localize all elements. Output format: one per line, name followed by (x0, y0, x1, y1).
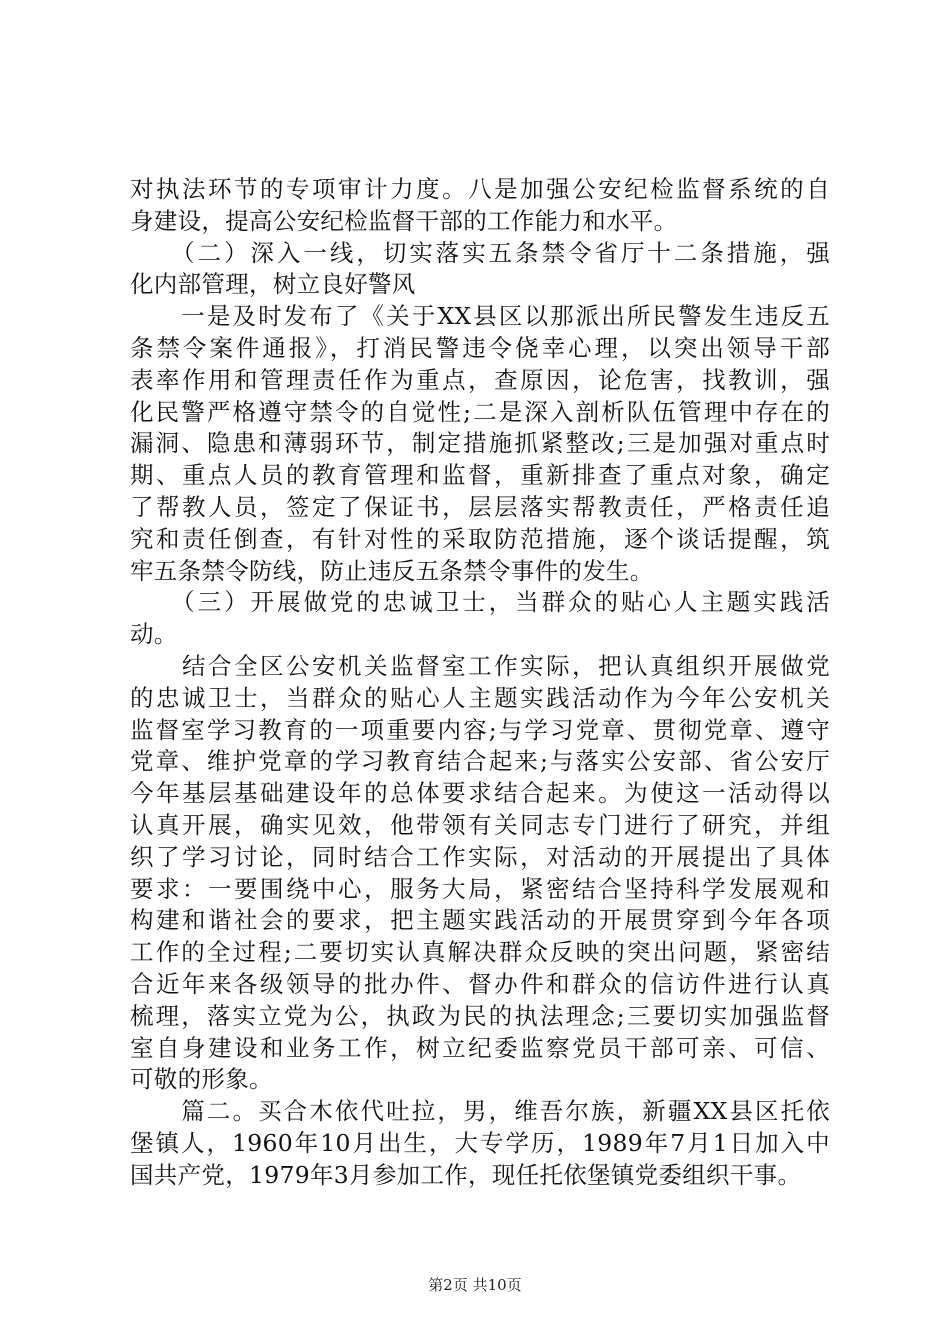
text-line: 表率作用和管理责任作为重点，查原因，论危害，找教训，强 (130, 365, 830, 394)
text-line: 条禁令案件通报》，打消民警违令侥幸心理，以突出领导干部 (130, 333, 830, 362)
text-line: 身建设，提高公安纪检监督干部的工作能力和水平。 (130, 206, 678, 235)
text-line: 织了学习讨论，同时结合工作实际，对活动的开展提出了具体 (130, 842, 830, 871)
text-line: 结合全区公安机关监督室工作实际，把认真组织开展做党 (130, 651, 830, 680)
text-line: 监督室学习教育的一项重要内容;与学习党章、贯彻党章、遵守 (130, 715, 830, 744)
text-line: 国共产党，1979年3月参加工作，现任托依堡镇党委组织干事。 (130, 1160, 802, 1189)
text-line: 党章、维护党章的学习教育结合起来;与落实公安部、省公安厅 (130, 747, 830, 776)
text-line: 对执法环节的专项审计力度。八是加强公安纪检监督系统的自 (130, 175, 830, 203)
text-line: 今年基层基础建设年的总体要求结合起来。为使这一活动得以 (130, 779, 830, 808)
text-line: 可敬的形象。 (130, 1065, 273, 1094)
text-line: 期、重点人员的教育管理和监督，重新排查了重点对象，确定 (130, 461, 830, 490)
text-line: 牢五条禁令防线，防止违反五条禁令事件的发生。 (130, 556, 654, 585)
text-line: 了帮教人员，签定了保证书，层层落实帮教责任，严格责任追 (130, 492, 830, 521)
text-line: 室自身建设和业务工作，树立纪委监察党员干部可亲、可信、 (130, 1033, 830, 1062)
text-line: 认真开展，确实见效，他带领有关同志专门进行了研究，并组 (130, 810, 830, 839)
text-line: 工作的全过程;二要切实认真解决群众反映的突出问题，紧密结 (130, 938, 830, 967)
text-line: 篇二。买合木依代吐拉，男，维吾尔族，新疆XX县区托依 (130, 1097, 830, 1126)
text-line: （三）开展做党的忠诚卫士，当群众的贴心人主题实践活 (130, 588, 830, 617)
text-line: 合近年来各级领导的批办件、督办件和群众的信访件进行认真 (130, 969, 830, 998)
document-body (130, 174, 830, 1192)
text-line: （二）深入一线，切实落实五条禁令省厅十二条措施，强 (130, 238, 830, 267)
page-footer: 第2页 共10页 (428, 1276, 522, 1294)
text-line: 要求：一要围绕中心，服务大局，紧密结合坚持科学发展观和 (130, 874, 830, 903)
text-line: 梳理，落实立党为公，执政为民的执法理念;三要切实加强监督 (130, 1001, 830, 1030)
text-line: 堡镇人，1960年10月出生，大专学历，1989年7月1日加入中 (130, 1128, 830, 1157)
text-line: 动。 (130, 620, 178, 649)
text-line: 构建和谐社会的要求，把主题实践活动的开展贯穿到今年各项 (130, 906, 830, 935)
text-line: 究和责任倒查，有针对性的采取防范措施，逐个谈话提醒，筑 (130, 524, 830, 553)
text-line: 漏洞、隐患和薄弱环节，制定措施抓紧整改;三是加强对重点时 (130, 429, 830, 458)
text-line: 化民警严格遵守禁令的自觉性;二是深入剖析队伍管理中存在的 (130, 397, 830, 426)
text-line: 的忠诚卫士，当群众的贴心人主题实践活动作为今年公安机关 (130, 683, 830, 712)
text-line: 化内部管理，树立良好警风 (130, 270, 416, 299)
text-line: 一是及时发布了《关于XX县区以那派出所民警发生违反五 (130, 302, 830, 331)
